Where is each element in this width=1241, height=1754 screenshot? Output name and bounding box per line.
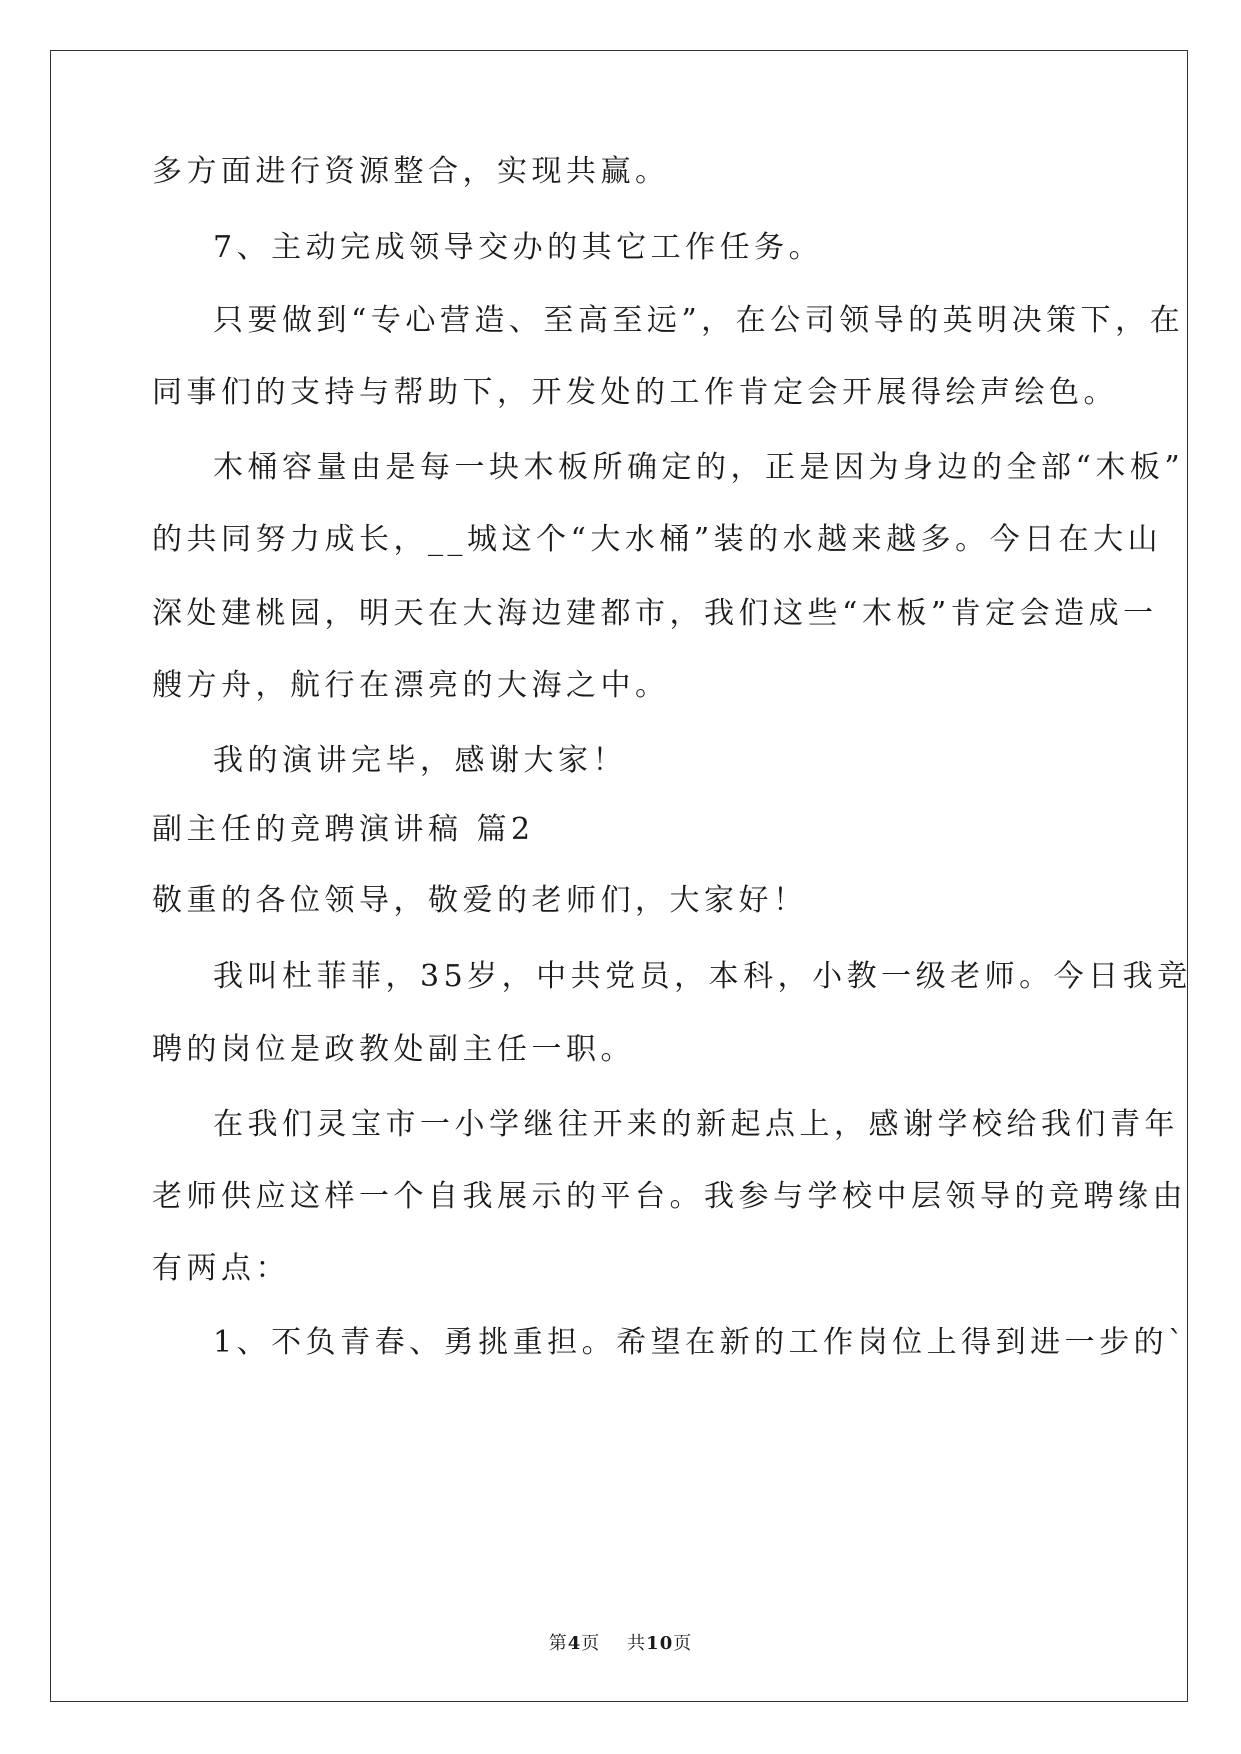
page-prefix: 第 <box>548 1633 568 1654</box>
text-line: 多方面进行资源整合，实现共赢。 <box>152 154 670 189</box>
paragraph-start: 木桶容量由是每一块木板所确定的，正是因为身边的全部“木板” <box>213 450 1185 485</box>
text-line: 老师供应这样一个自我展示的平台。我参与学校中层领导的竞聘缘由 <box>152 1179 1187 1214</box>
text-line: 聘的岗位是政教处副主任一职。 <box>152 1032 635 1067</box>
page-total: 10 <box>646 1633 674 1654</box>
text-line: 深处建桃园，明天在大海边建都市，我们这些“木板”肯定会造成一 <box>152 596 1158 631</box>
page-border <box>50 50 1188 1702</box>
text-line: 有两点： <box>152 1251 290 1286</box>
closing-line: 我的演讲完毕，感谢大家！ <box>213 743 627 778</box>
text-line: 同事们的支持与帮助下，开发处的工作肯定会开展得绘声绘色。 <box>152 375 1118 410</box>
page-footer <box>0 1632 1241 1656</box>
total-prefix: 共 <box>627 1633 647 1654</box>
list-item: 7、主动完成领导交办的其它工作任务。 <box>213 230 824 265</box>
page-suffix: 页 <box>581 1633 601 1654</box>
list-item: 1、不负青春、勇挑重担。希望在新的工作岗位上得到进一步的` <box>213 1325 1188 1360</box>
page-current: 4 <box>567 1633 582 1654</box>
paragraph-start: 在我们灵宝市一小学继往开来的新起点上，感谢学校给我们青年 <box>213 1107 1179 1142</box>
paragraph-start: 我叫杜菲菲，35岁，中共党员，本科，小教一级老师。今日我竞 <box>213 959 1192 994</box>
greeting-line: 敬重的各位领导，敬爱的老师们，大家好！ <box>152 883 808 918</box>
text-line: 艘方舟，航行在漂亮的大海之中。 <box>152 668 670 703</box>
text-line: 的共同努力成长，__城这个“大水桶”装的水越来越多。今日在大山 <box>152 522 1163 557</box>
paragraph-start: 只要做到“专心营造、至高至远”，在公司领导的英明决策下，在 <box>213 303 1185 338</box>
section-heading: 副主任的竞聘演讲稿 篇2 <box>152 812 535 847</box>
total-suffix: 页 <box>673 1633 693 1654</box>
